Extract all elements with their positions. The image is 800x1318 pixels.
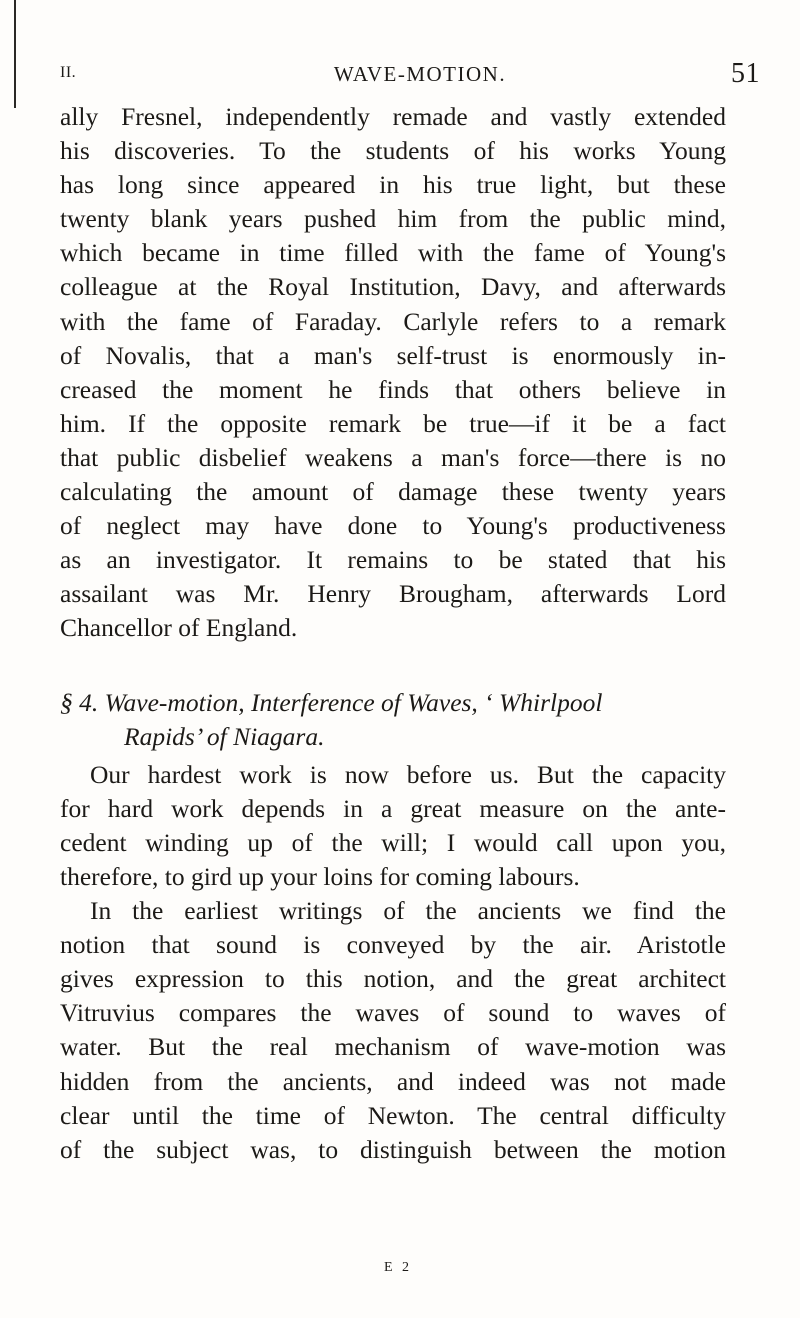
text-line: of neglect may have done to Young's productiveness — [60, 511, 726, 541]
paragraph-continuation — [60, 100, 726, 646]
text-line: of Novalis, that a man's self-trust is enormously in- — [60, 340, 726, 370]
paragraph — [60, 758, 726, 894]
paragraph — [60, 894, 726, 1167]
text-line: that public disbelief weakens a man's force—there is no — [60, 442, 726, 472]
page-edge-line — [14, 0, 16, 108]
text-line: Chancellor of England. — [60, 613, 298, 643]
body-text — [60, 100, 726, 1167]
text-line: assailant was Mr. Henry Brougham, afterwards Lord — [60, 579, 726, 609]
signature-mark: E 2 — [384, 1260, 413, 1275]
text-line: as an investigator. It remains to be stated that his — [60, 545, 726, 575]
section-heading-line: Rapids’ of Niagara. — [124, 721, 325, 751]
text-line: water. But the real mechanism of wave-motion was — [60, 1032, 726, 1062]
chapter-number: II. — [60, 64, 77, 81]
text-line: Vitruvius compares the waves of sound to waves of — [60, 998, 726, 1028]
text-line: his discoveries. To the students of his works Young — [60, 136, 726, 166]
page-number: 51 — [731, 58, 760, 89]
text-line: with the fame of Faraday. Carlyle refers to a remark — [60, 306, 726, 336]
text-line: gives expression to this notion, and the great architect — [60, 964, 726, 994]
running-title: WAVE-MOTION. — [333, 62, 507, 86]
text-line: clear until the time of Newton. The central difficulty — [60, 1100, 726, 1130]
text-line: ally Fresnel, independently remade and vastly extended — [60, 102, 726, 131]
text-line: cedent winding up of the will; I would call upon you, — [60, 827, 726, 857]
section-heading-line: § 4. Wave-motion, Interference of Waves, ‘ Whirlpool — [60, 687, 603, 717]
text-line: twenty blank years pushed him from the public mind, — [60, 204, 726, 234]
text-line: calculating the amount of damage these twenty years — [60, 477, 726, 507]
text-line: him. If the opposite remark be true—if it be a fact — [60, 408, 726, 438]
text-line: for hard work depends in a great measure on the ante- — [60, 793, 726, 823]
text-line: of the subject was, to distinguish between the motion — [60, 1134, 726, 1164]
text-line: creased the moment he finds that others believe in — [60, 374, 726, 404]
text-line: In the earliest writings of the ancients we find the — [90, 896, 726, 926]
running-head — [60, 58, 780, 94]
text-line: notion that sound is conveyed by the air. Aristotle — [60, 930, 726, 960]
text-line: which became in time filled with the fame of Young's — [60, 238, 726, 268]
text-line: hidden from the ancients, and indeed was not made — [60, 1066, 726, 1096]
text-line: has long since appeared in his true light, but these — [60, 170, 726, 200]
text-line: colleague at the Royal Institution, Davy, and afterwards — [60, 272, 726, 302]
text-line: therefore, to gird up your loins for coming labours. — [60, 861, 580, 891]
section-heading — [60, 686, 726, 754]
text-line: Our hardest work is now before us. But the capacity — [90, 759, 726, 789]
